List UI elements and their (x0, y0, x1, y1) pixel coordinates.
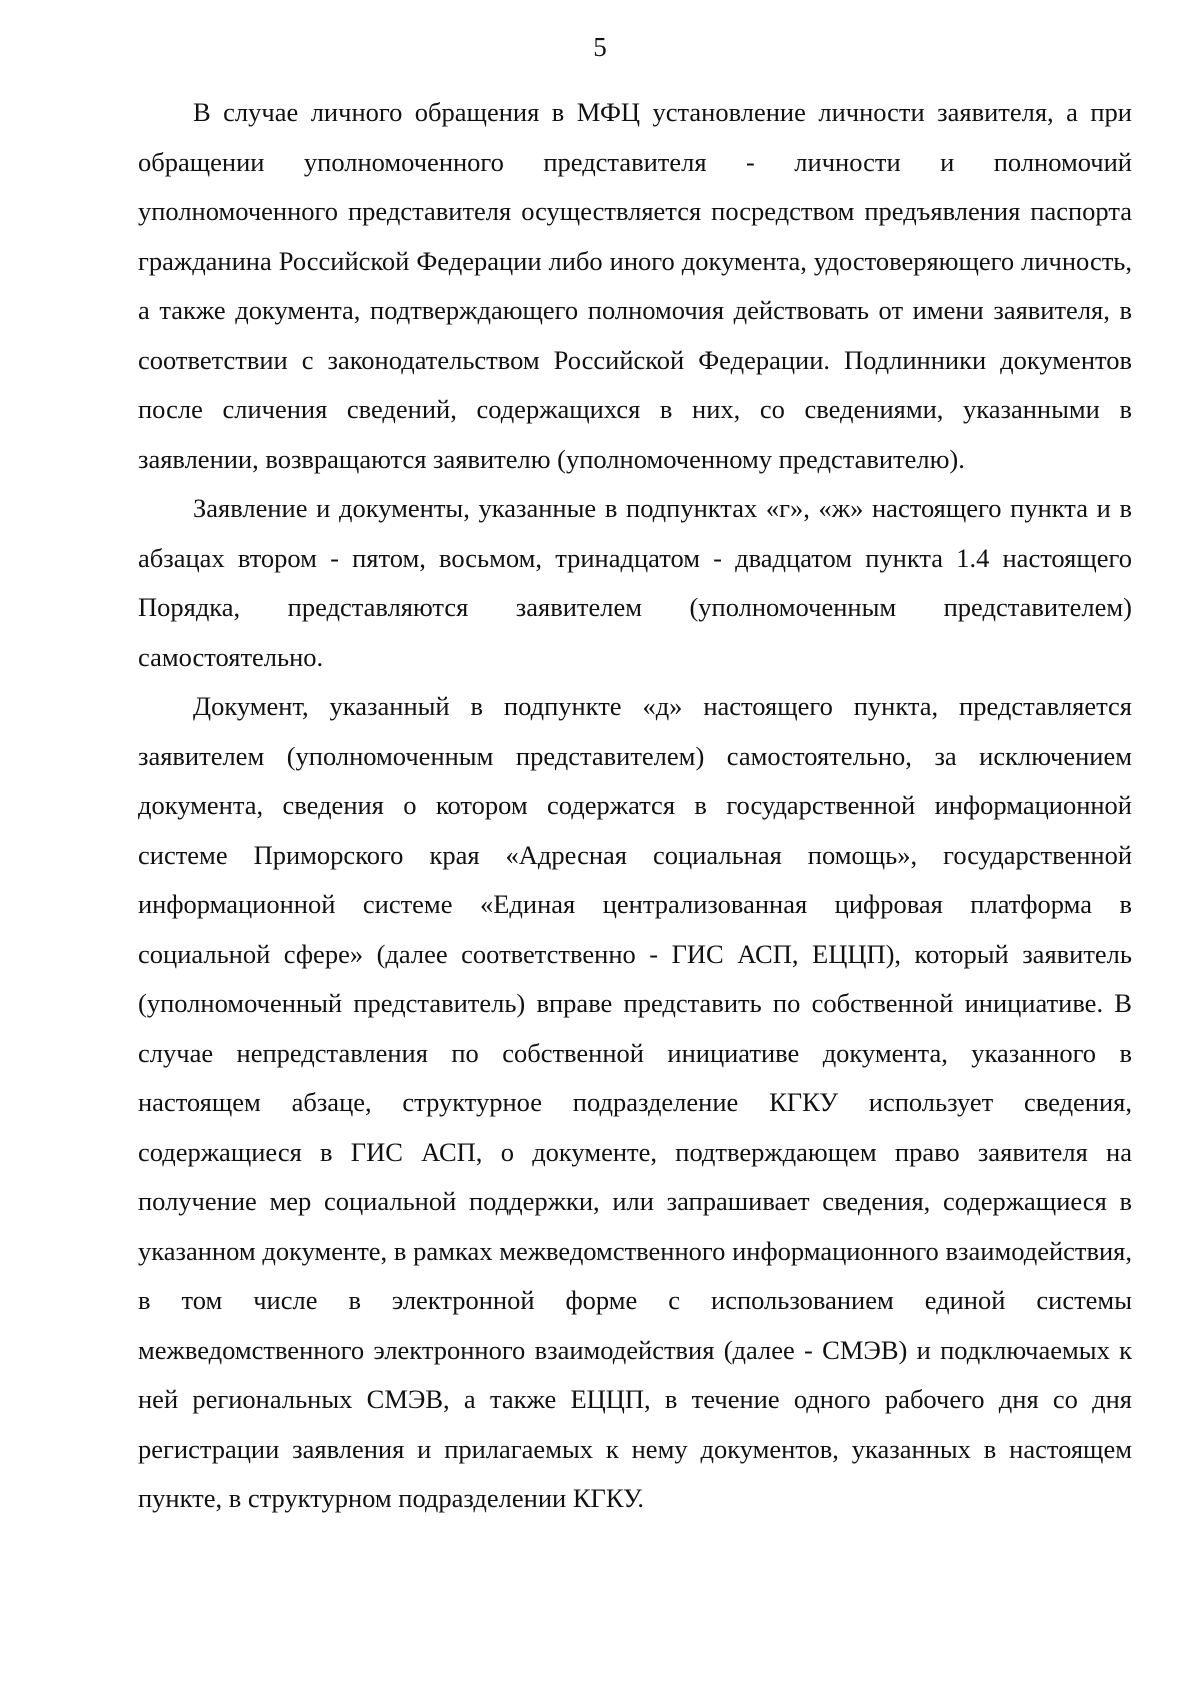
paragraph-identity-verification: В случае личного обращения в МФЦ установление личности заявителя, а при обращении уполномоченного представителя - личности и полномочий уполномоченного представителя осуществляется посредством предъявления паспорта гражданина Российской Федерации либо иного документа, удостоверяющего личность, а также документа, подтверждающего полномочия действовать от имени заявителя, в соответствии с законодательством Российской Федерации. Подлинники документов после сличения сведений, содержащихся в них, со сведениями, указанными в заявлении, возвращаются заявителю (уполномоченному представителю). (138, 97, 1132, 474)
paragraph-submitted-documents: Заявление и документы, указанные в подпунктах «г», «ж» настоящего пункта и в абзацах втором - пятом, восьмом, тринадцатом - двадцатом пункта 1.4 настоящего Порядка, представляются заявителем (уполномоченным представителем) самостоятельно. (138, 493, 1132, 672)
document-body (138, 88, 1132, 1524)
paragraph-document-requests: Документ, указанный в подпункте «д» настоящего пункта, представляется заявителем (уполномоченным представителем) самостоятельно, за исключением документа, сведения о котором содержатся в государственной информационной системе Приморского края «Адресная социальная помощь», государственной информационной системе «Единая централизованная цифровая платформа в социальной сфере» (далее соответственно - ГИС АСП, ЕЦЦП), который заявитель (уполномоченный представитель) вправе представить по собственной инициативе. В случае непредставления по собственной инициативе документа, указанного в настоящем абзаце, структурное подразделение КГКУ использует сведения, содержащиеся в ГИС АСП, о документе, подтверждающем право заявителя на получение мер социальной поддержки, или запрашивает сведения, содержащиеся в указанном документе, в рамках межведомственного информационного взаимодействия, в том числе в электронной форме с использованием единой системы межведомственного электронного взаимодействия (далее - СМЭВ) и подключаемых к ней региональных СМЭВ, а также ЕЦЦП, в течение одного рабочего дня со дня регистрации заявления и прилагаемых к нему документов, указанных в настоящем пункте, в структурном подразделении КГКУ. (138, 691, 1132, 1513)
page-number: 5 (593, 32, 607, 62)
